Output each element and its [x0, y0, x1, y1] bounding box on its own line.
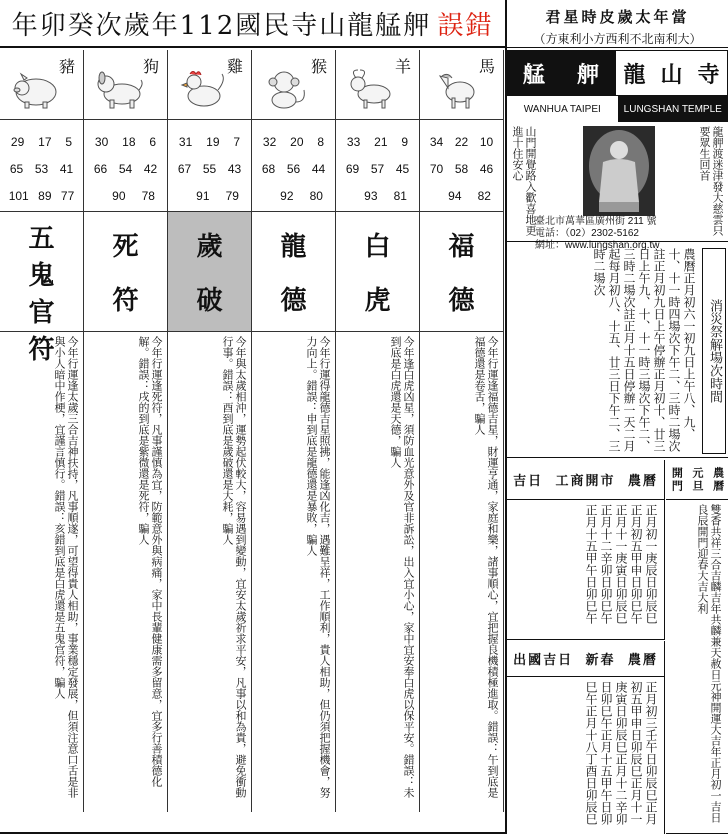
- title-error: 誤錯: [437, 10, 494, 41]
- zodiac-column-monkey: [252, 50, 336, 812]
- zodiac-name: 羊: [394, 57, 411, 76]
- calendar-text: 正月初一庚辰日卯辰巳正月初五甲申日卯巳午正月十一庚寅日卯辰巳正月十二辛卯日卯巳午正月十五甲午日卯巳午: [584, 504, 658, 624]
- zodiac-column-rooster: [168, 50, 252, 812]
- zodiac-column-pig: [0, 50, 84, 812]
- calendar-head: 開門 元旦 農曆: [666, 460, 728, 500]
- zodiac-name: 狗: [142, 57, 159, 76]
- zodiac-name: 馬: [478, 57, 495, 76]
- deity-name: 死 符: [84, 212, 167, 332]
- fortune-text-body: 今年行運逢福德吉星，財運亨通，家庭和樂，諸事順心，宜把握良機積極進取。錯誤：午到底是福德還是卷舌，騙人: [473, 336, 499, 798]
- zodiac-name: 猴: [310, 57, 327, 76]
- ritual-schedule: [507, 244, 728, 458]
- temple-website[interactable]: 網址：www.lungshan.org.tw: [535, 240, 660, 251]
- zodiac-head: [168, 50, 251, 120]
- fortune-text-body: 今年逢白虎凶星，須防血光意外及官非訴訟，出入宜小心，家中宜安奉白虎以保平安。錯誤：未到底是白虎還是天德，騙人: [389, 336, 415, 798]
- deity-name: 歲 破: [168, 212, 251, 332]
- fortune-text-body: 今年行運得龍德吉星照拂，能逢凶化吉，遇難呈祥，工作順利，貴人相助，但仍須把握機會，努力向上。錯誤：申到底是龍德還是暴敗，騙人: [305, 336, 331, 798]
- temple-phone: 電話：（02）2302-5162: [535, 228, 639, 239]
- temple-info: [507, 122, 728, 251]
- fortune-text: [168, 332, 251, 812]
- calendar-text: 正月初三壬午日卯辰巳正月初五甲申日卯辰巳正月十一庚寅日卯辰巳正月十二辛卯日卯巳午正月十五甲午日卯巳午正月十八丁酉日卯辰巳: [584, 681, 658, 825]
- fortune-text: [84, 332, 167, 812]
- monkey-icon: [262, 66, 312, 110]
- calendar-business: [507, 460, 665, 640]
- zodiac-name: 豬: [58, 57, 75, 76]
- fortune-text: [252, 332, 335, 812]
- brand-en2: LUNGSHAN TEMPLE: [618, 96, 728, 122]
- fortune-text: [0, 332, 83, 812]
- deity-name: 龍 德: [252, 212, 335, 332]
- header-right: [507, 0, 728, 48]
- rooster-icon: [178, 66, 228, 110]
- deity-name: 五 鬼 官 符: [0, 212, 83, 332]
- pig-icon: [10, 66, 60, 110]
- calendar-body: [507, 500, 664, 638]
- title-main: 年卯癸次歲年112國民寺山龍艋舺: [11, 10, 432, 41]
- brand-char-b: 舺: [576, 61, 599, 88]
- goat-icon: [346, 66, 396, 110]
- zodiac-head: [0, 50, 83, 120]
- horse-icon: [430, 66, 480, 110]
- header-right-line1: 君星時皮歲太年當: [545, 8, 690, 26]
- brand-dark: [507, 50, 615, 96]
- zodiac-head: [420, 50, 503, 120]
- brand-char-d: 山: [660, 61, 683, 88]
- temple-address: 臺北市萬華區廣州街 211 號: [535, 216, 657, 227]
- brand-char-e: 寺: [697, 61, 720, 88]
- fortune-text-body: 今年行運逢太歲三合吉神扶持，凡事順遂，可望得貴人相助，事業穩定發展，但須注意口舌是非與小人暗中作梗，宜謹言慎行。錯誤：亥錯到底是白虎還是五鬼官符，騙人: [53, 336, 79, 798]
- page-title: [0, 0, 505, 48]
- brand-char-a: 艋: [522, 61, 545, 88]
- zodiac-ages: 34 22 10 70 58 46 94 82: [420, 120, 503, 212]
- fortune-text: [336, 332, 419, 812]
- deity-name: 福 德: [420, 212, 503, 332]
- header-right-line2: （方東利小方西利不北南利大）: [533, 32, 702, 46]
- calendar-head: 出國吉日 新春 農曆: [507, 641, 664, 677]
- fortune-text-body: 今年與太歲相沖，運勢起伏較大，容易遇到變動，宜安太歲祈求平安，凡事以和為貴，避免衝動行事。錯誤：酉到底是歲破還是大耗，騙人: [221, 336, 247, 798]
- zodiac-column-dog: [84, 50, 168, 812]
- zodiac-column-horse: [420, 50, 504, 812]
- couplet-left: 山門開覺路入歡喜地更進十住安心: [511, 126, 537, 236]
- calendar-body: [666, 500, 728, 830]
- zodiac-column-goat: [336, 50, 420, 812]
- calendar-head: 吉日 工商開市 農曆: [507, 460, 664, 500]
- schedule-text: 農曆正月初六一初九日上午八、九、十、十一時四場次下午二、三時二場次註正月初九日上午停辦正月初十、廿三日上午九、十、十一時三場次下午二、三時二場次註正月十五日停辦一天二月起每月初八、十五、廿三日下午二、三時二場次: [592, 248, 696, 452]
- calendar-text: 雙香共祥三合吉麟吉年共麟兼天赦日元神開運大吉年正月初一吉日良辰開門迎春大吉大利: [696, 504, 722, 823]
- zodiac-head: [336, 50, 419, 120]
- zodiac-ages: 33 21 9 69 57 45 93 81: [336, 120, 419, 212]
- zodiac-ages: 32 20 8 68 56 44 92 80: [252, 120, 335, 212]
- brand-en1: WANHUA TAIPEI: [523, 103, 601, 115]
- deity-name: 白 虎: [336, 212, 419, 332]
- brand-light: [615, 50, 728, 96]
- couplet-right: 龍舺渡迷津發大慈雲只要眾生回首: [698, 126, 724, 236]
- brand-char-c: 龍: [623, 61, 646, 88]
- fortune-text-body: 今年行運逢死符，凡事謹慎為宜，防範意外與病痛，家中長輩健康需多留意，宜多行善積德化解。錯誤：戌的到底是紫微還是死符，騙人: [137, 336, 163, 787]
- zodiac-ages: 30 18 6 66 54 42 90 78: [84, 120, 167, 212]
- calendar-travel: [507, 641, 665, 834]
- calendar-body: [507, 677, 664, 832]
- zodiac-ages: 29 17 5 65 53 41 101 89 77: [0, 120, 83, 212]
- zodiac-name: 雞: [226, 57, 243, 76]
- guanyin-statue-image: [583, 126, 655, 216]
- schedule-badge: 消災祭解場次時間: [702, 248, 726, 454]
- brand: [507, 50, 728, 96]
- fortune-text: [420, 332, 503, 812]
- zodiac-ages: 31 19 7 67 55 43 91 79: [168, 120, 251, 212]
- zodiac-head: [252, 50, 335, 120]
- zodiac-head: [84, 50, 167, 120]
- calendar-newyear: [666, 460, 728, 834]
- brand-sub: [507, 96, 728, 122]
- dog-icon: [94, 66, 144, 110]
